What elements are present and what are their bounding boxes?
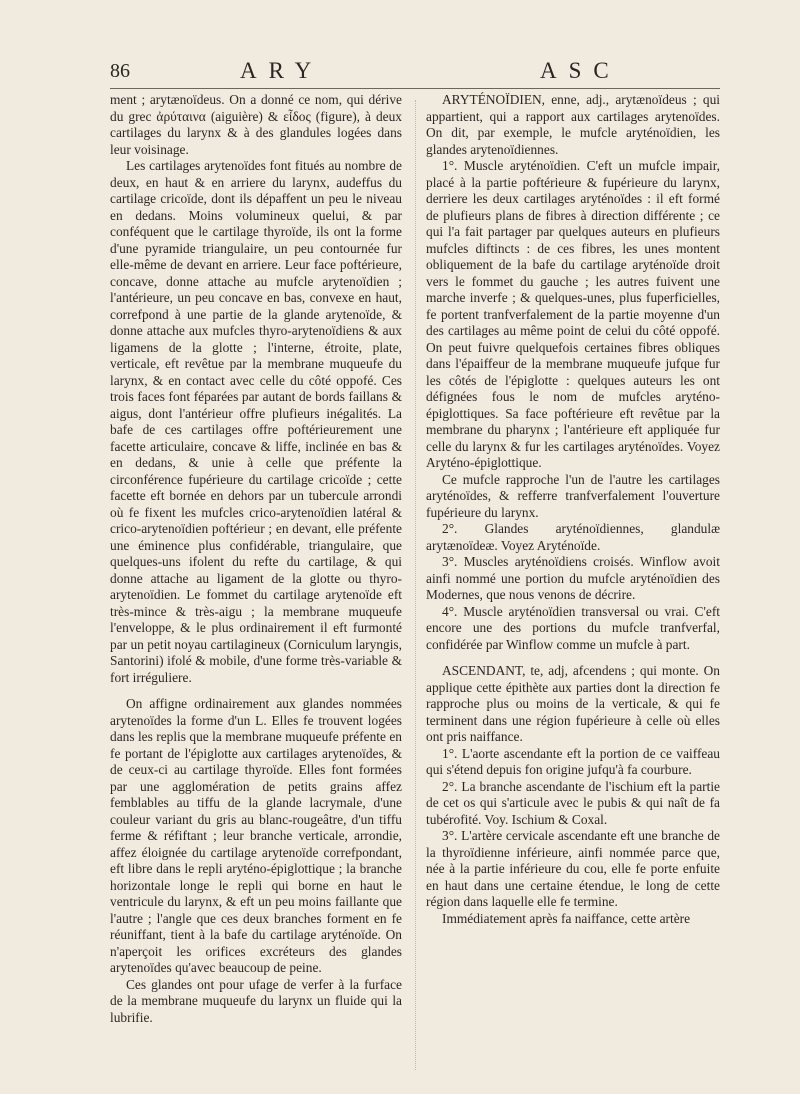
right-column xyxy=(426,92,720,927)
paragraph: Ce mufcle rapproche l'un de l'autre les cartilages aryténoïdes, & refferre tranfverfalement l'ouverture fupérieure du larynx. xyxy=(426,471,720,520)
paragraph: 1°. L'aorte ascendante eft la portion de ce vaiffeau qui s'étend depuis fon origine jufqu'à fa courbure. xyxy=(426,745,720,777)
paragraph: Les cartilages arytenoïdes font fitués au nombre de deux, en haut & en arriere du larynx, audeffus du cartilage cricoïde, dont ils dépaffent un peu le niveau en dedans. Moins volumineux quelui, & par conféquent que le cartilage thyroïde, ils ont la forme d'une pyramide triangulaire, un peu contournée fur elle-même de devant en arriere. Leur face poftérieure, concave, donne attache au mufcle arytenoïdien ; l'antérieure, un peu concave en bas, convexe en haut, correfpond à une partie de la glande arytenoïde, & donne attache aux mufcles thyro-arytenoïdiens & aux ligamens de la glotte ; l'interne, étroite, plate, verticale, eft revêtue par la membrane muqueufe du larynx, & en contact avec celle du côté oppofé. Ces trois faces font féparées par autant de bords faillans & aigus, dont l'antérieur offre plufieurs inégalités. La bafe de ces cartilages offre poftérieurement une facette articulaire, concave & liffe, inclinée en bas & en dedans, & unie à celle que préfente la circonférence fupérieure du cartilage cricoïde ; cette facette eft bornée en dehors par un tubercule arrondi où fe fixent les mufcles crico-arytenoïdien latéral & crico-arytenoïdien poftérieur ; en devant, elle préfente une éminence plus confidérable, triangulaire, que quelques-uns ifolent du refte du cartilage, & qui donne attache au ligament de la glotte ou thyro-arytenoïdien. Le fommet du cartilage arytenoïde eft très-mince & très-aigu ; la membrane muqueufe l'enveloppe, & le plus ordinairement il eft furmonté par un petit noyau cartilagineux (Corniculum laryngis, Santorini) ifolé & mobile, d'une forme très-variable & fort irréguliere. xyxy=(110,158,402,685)
running-head-left: ARY xyxy=(240,58,324,83)
left-column xyxy=(110,92,402,1026)
page-header xyxy=(110,58,720,86)
column-divider xyxy=(415,100,416,1070)
entry-heading-paragraph: ARYTÉNOÏDIEN, enne, adj., arytænoïdeus ; qui appartient, qui a rapport aux cartilages arytenoïdes. On dit, par exemple, le mufcle aryténoïdien, les glandes arytenoïdiennes. xyxy=(426,92,720,157)
paragraph: 2°. La branche ascendante de l'ischium eft la partie de cet os qui s'articule avec le pubis & qui naît de fa tubérofité. Voy. Ischium & Coxal. xyxy=(426,778,720,827)
running-head-right: ASC xyxy=(540,58,621,83)
paragraph: 3°. Muscles aryténoïdiens croisés. Winflow avoit ainfi nommé une portion du mufcle aryténoïdien des Modernes, que nous venons de décrire. xyxy=(426,554,720,602)
paragraph: On affigne ordinairement aux glandes nommées arytenoïdes la forme d'un L. Elles fe trouvent logées dans les replis que la membrane muqueufe préfente en fe portant de l'épiglotte aux cartilages arytenoïdes, & de ceux-ci au cartilage thyroïde. Elles font formées par une agglomération de petits grains affez femblables au tiffu de la glande lacrymale, d'une couleur variant du gris au blanc-rougeâtre, d'un tiffu ferme & réfiftant ; leur branche verticale, arrondie, affez éloignée du cartilage arytenoïde correfpondant, eft libre dans le repli aryténo-épiglottique ; la branche horizontale longe le repli qui borne en haut le ventricule du larynx, & eft un peu moins faillante que l'autre ; l'angle que ces deux branches forment en fe réuniffant, tient à la bafe du cartilage aryténoïde. On n'aperçoit les orifices excréteurs des glandes arytenoïdes qu'avec beaucoup de peine. xyxy=(110,696,402,975)
paragraph: 4°. Muscle aryténoïdien transversal ou vrai. C'eft encore une des portions du mufcle tranfverfal, confidérée par Winflow comme un mufcle à part. xyxy=(426,603,720,652)
paragraph: Immédiatement après fa naiffance, cette artère xyxy=(442,910,691,926)
entry-heading-paragraph: ASCENDANT, te, adj, afcendens ; qui monte. On applique cette épithète aux parties dont la direction fe rapproche plus ou moins de la verticale, & qui fe terminent dans une région fupérieure à celle où elles ont pris naiffance. xyxy=(426,663,720,744)
paragraph: ment ; arytænoïdeus. On a donné ce nom, qui dérive du grec ἀρύταινα (aiguière) & εἶδος (figure), à deux cartilages du larynx & à des glandules logées dans leur voisinage. xyxy=(110,92,402,157)
page-number: 86 xyxy=(110,60,130,82)
paragraph: 1°. Muscle aryténoïdien. C'eft un mufcle impair, placé à la partie poftérieure & fupérieure du larynx, derriere les deux cartilages aryténoïdes : il eft formé de plufieurs plans de fibres à direction différente ; ce qui l'a fait partager par quelques auteurs en plufieurs mufcles diftincts : de ces fibres, les unes montent obliquement de la bafe du cartilage aryténoïde droit vers le fommet du gauche ; les autres fuivent une marche inverfe ; & quelques-unes, plus fuperficielles, fe portent tranfverfalement de la partie moyenne d'un des cartilages au même point de celui du côté oppofé. On peut fuivre quelquefois certaines fibres obliques dans l'épaiffeur de la membrane muqueufe jufque fur les côtés de l'épiglotte : quelques auteurs les ont défignées fous le nom de mufcles aryténo-épiglottiques. Sa face poftérieure eft revêtue par la membrane du pharynx ; l'antérieure eft appliquée fur celle du larynx & fur les cartilages aryténoïdes. Voyez Aryténo-épiglottique. xyxy=(426,158,720,470)
paragraph: Ces glandes ont pour ufage de verfer à la furface de la membrane muqueufe du larynx un fluide qui la lubrifie. xyxy=(110,976,402,1025)
paragraph: 2°. Glandes aryténoïdiennes, glandulæ arytænoïdeæ. Voyez Aryténoïde. xyxy=(426,521,720,553)
header-rule xyxy=(110,88,720,89)
paragraph: 3°. L'artère cervicale ascendante eft une branche de la thyroïdienne inférieure, ainfi nommée parce que, née à la partie inférieure du cou, elle fe porte enfuite en haut dans une certaine étendue, le long de cette région dans laquelle elle fe termine. xyxy=(426,828,720,909)
